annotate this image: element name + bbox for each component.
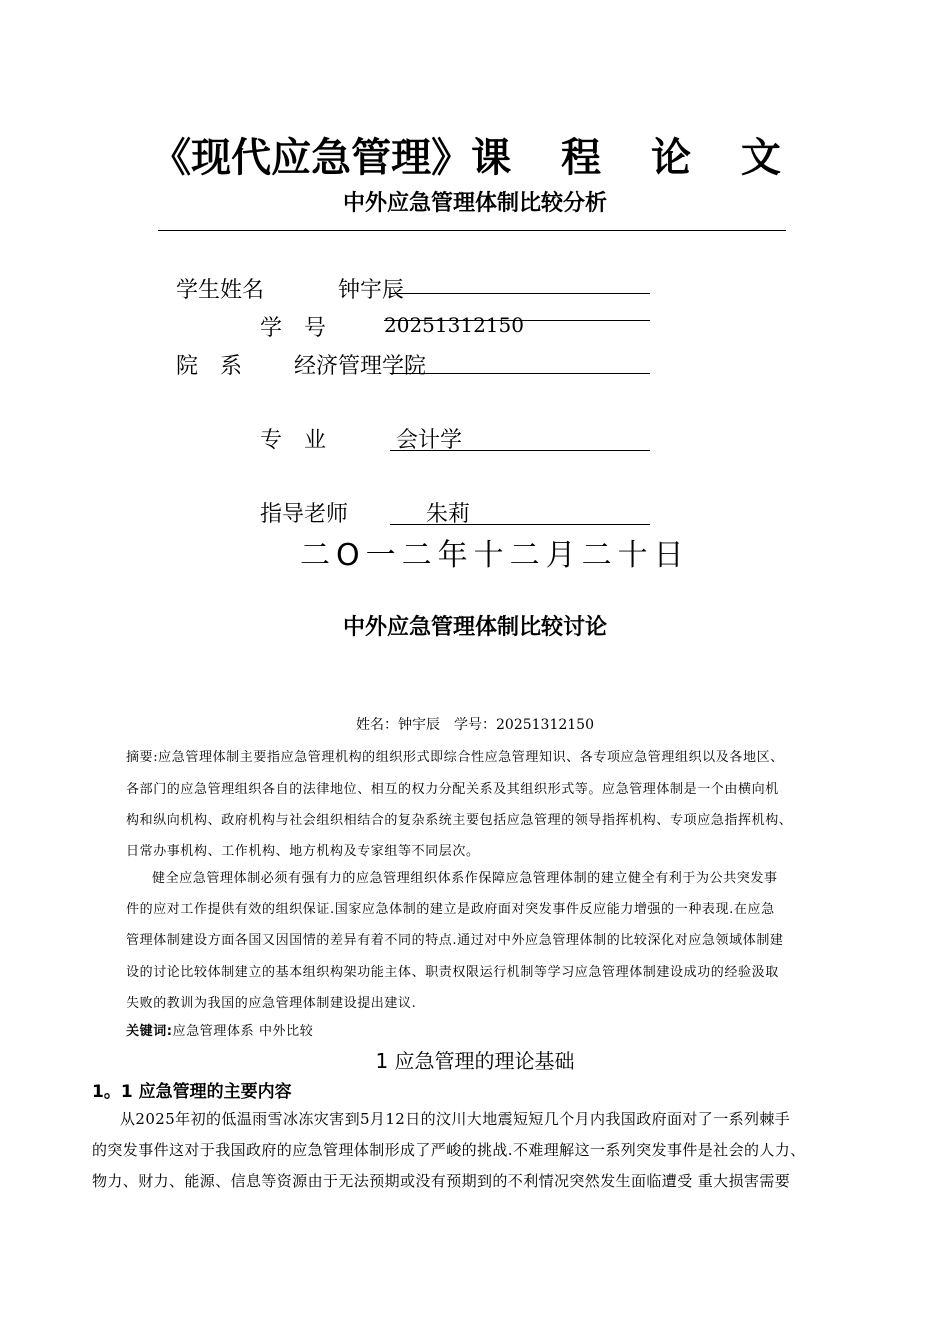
abstract-line: 件的应对工作提供有效的组织保证.国家应急体制的建立是政府面对突发事件反应能力增强的一种表现.在应急 [126, 902, 775, 917]
cover-date: 二O一二年十二月二十日 [300, 538, 690, 573]
student-name-label: 学生姓名 [176, 278, 265, 303]
abstract-line: 失败的教训为我国的应急管理体制建设提出建议. [126, 996, 417, 1011]
student-id-underline [384, 320, 650, 321]
advisor-value: 朱莉 [426, 502, 471, 527]
department-label: 院 系 [176, 354, 243, 379]
subsection-heading: 1。1 应急管理的主要内容 [92, 1082, 292, 1102]
abstract-line: 设的讨论比较体制建立的基本组织构架功能主体、职责权限运行机制等学习应急管理体制建设成功的经验汲取 [126, 965, 779, 980]
student-name-underline [390, 293, 650, 294]
abstract-line: 管理体制建设方面各国又因国情的差异有着不同的特点.通过对中外应急管理体制的比较深化对应急领域体制建 [126, 933, 784, 948]
body-line: 物力、财力、能源、信息等资源由于无法预期或没有预期到的不利情况突然发生面临遭受 重大损害需要 [92, 1172, 791, 1190]
abstract-line: 各部门的应急管理组织各自的法律地位、相互的权力分配关系及其组织形式等。应急管理体制是一个由横向机 [126, 782, 779, 797]
keywords-value: 应急管理体系 中外比较 [172, 1024, 314, 1039]
student-name-value: 钟宇辰 [338, 278, 405, 303]
student-id-value: 20251312150 [384, 313, 524, 337]
section-heading: 1 应急管理的理论基础 [375, 1049, 575, 1073]
advisor-label: 指导老师 [260, 502, 349, 527]
cover-subtitle: 中外应急管理体制比较分析 [342, 191, 607, 216]
major-underline [390, 450, 650, 451]
body-line: 的突发事件这对于我国政府的应急管理体制形成了严峻的挑战.不难理解这一系列突发事件是社会的人力、 [92, 1141, 806, 1159]
title-divider [158, 230, 786, 231]
keywords [126, 1020, 313, 1039]
major-value: 会计学 [396, 428, 463, 453]
author-line: 姓名：钟宇辰 学号：20251312150 [356, 717, 594, 733]
abstract-line: 日常办事机构、工作机构、地方机构及专家组等不同层次。 [126, 844, 480, 859]
paper-title: 中外应急管理体制比较讨论 [342, 615, 607, 640]
cover-title [0, 126, 950, 183]
advisor-underline [390, 524, 650, 525]
cover-title-type: 课 程 论 文 [471, 135, 799, 181]
abstract-line: 构和纵向机构、政府机构与社会组织相结合的复杂系统主要包括应急管理的领导指挥机构、专项应急指挥机构、 [126, 813, 793, 828]
cover-title-course: 《现代应急管理》 [151, 135, 472, 181]
abstract-line: 健全应急管理体制必须有强有力的应急管理组织体系作保障应急管理体制的建立健全有利于为公共突发事 [152, 871, 778, 886]
keywords-label: 关键词: [126, 1024, 173, 1039]
abstract-line: 摘要:应急管理体制主要指应急管理机构的组织形式即综合性应急管理知识、各专项应急管理组织以及各地区、 [126, 750, 784, 765]
body-line: 从2025年初的低温雨雪冰冻灾害到5月12日的汶川大地震短短几个月内我国政府面对了一系列棘手 [120, 1110, 791, 1128]
department-value: 经济管理学院 [294, 354, 427, 379]
student-id-label: 学 号 [260, 316, 327, 341]
department-underline [390, 373, 650, 374]
major-label: 专 业 [260, 428, 327, 453]
